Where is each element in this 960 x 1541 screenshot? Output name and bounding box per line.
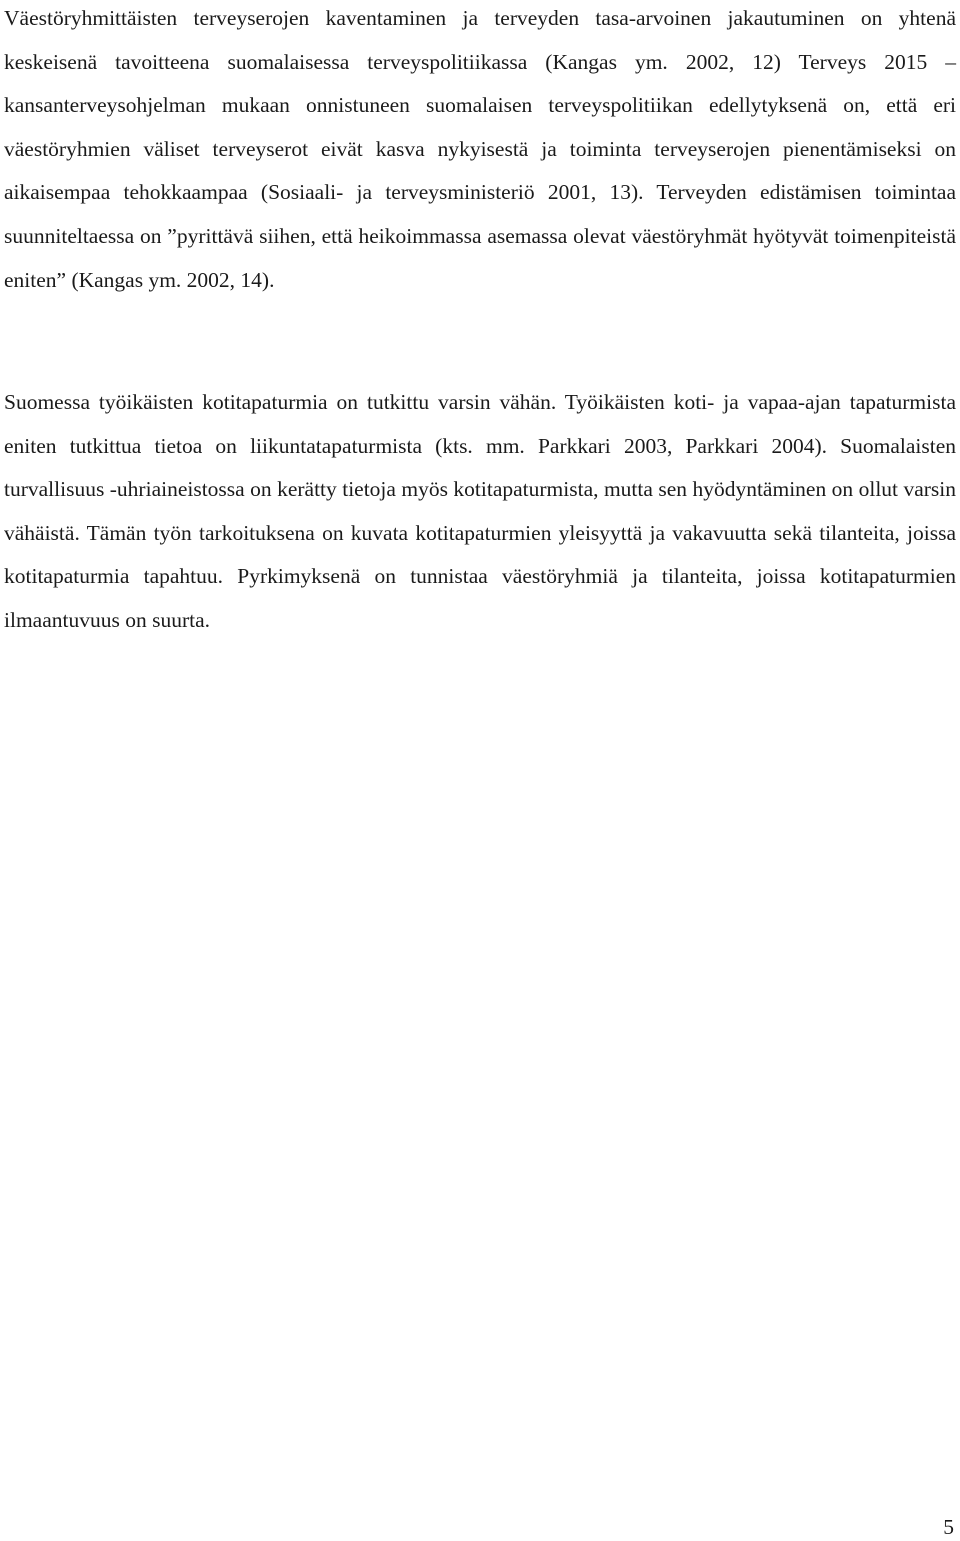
paragraph-home-accidents: Suomessa työikäisten kotitapaturmia on tutkittu varsin vähän. Työikäisten koti- ja vapaa-ajan tapaturmista eniten tutkittua tietoa on liikuntatapaturmista (kts. mm. Parkkari 2003, Parkkari 2004). Suomalaisten turvallisuus -uhriaineistossa on kerätty tietoja myös kotitapaturmista, mutta sen hyödyntäminen on ollut varsin vähäistä. Tämän työn tarkoituksena on kuvata kotitapaturmien yleisyyttä ja vakavuutta sekä tilanteita, joissa kotitapaturmia tapahtuu. Pyrkimyksenä on tunnistaa väestöryhmiä ja tilanteita, joissa kotitapaturmien ilmaantuvuus on suurta. bbox=[4, 390, 956, 632]
paragraph-health-equity: Väestöryhmittäisten terveyserojen kaventaminen ja terveyden tasa-arvoinen jakautuminen on yhtenä keskeisenä tavoitteena suomalaisessa terveyspolitiikassa (Kangas ym. 2002, 12) Terveys 2015 –kansanterveysohjelman mukaan onnistuneen suomalaisen terveyspolitiikan edellytyksenä on, että eri väestöryhmien väliset terveyserot eivät kasva nykyisestä ja toiminta terveyserojen pienentämiseksi on aikaisempaa tehokkaampaa (Sosiaali- ja terveysministeriö 2001, 13). Terveyden edistämisen toimintaa suunniteltaessa on ”pyrittävä siihen, että heikoimmassa asemassa olevat väestöryhmät hyötyvät toimenpiteistä eniten” (Kangas ym. 2002, 14). bbox=[4, 6, 956, 292]
page-number: 5 bbox=[943, 1515, 954, 1539]
